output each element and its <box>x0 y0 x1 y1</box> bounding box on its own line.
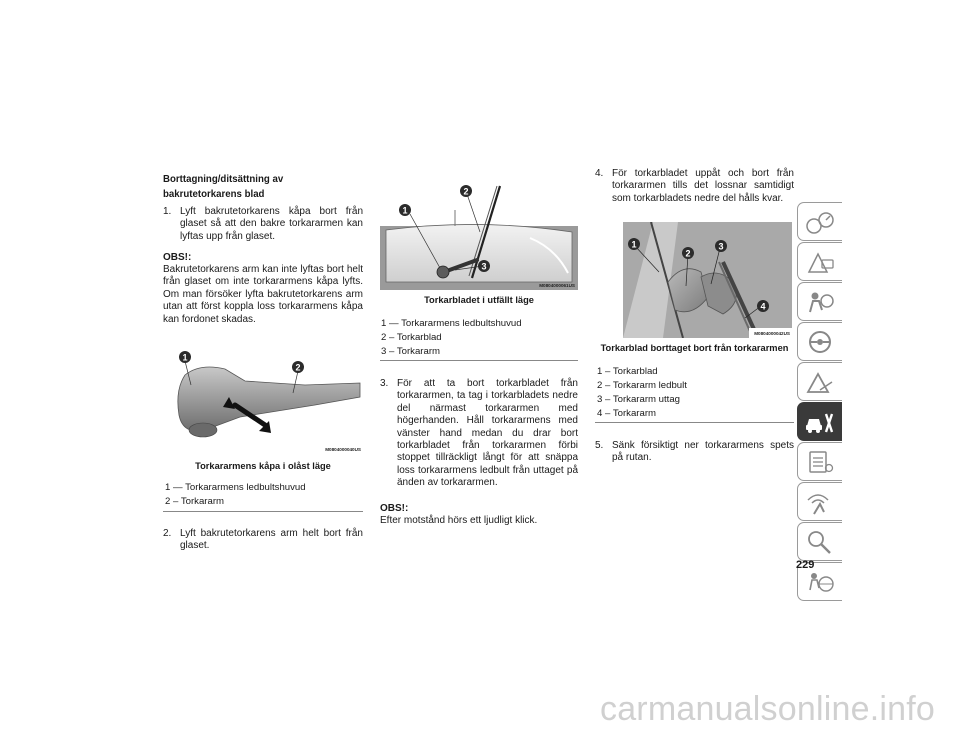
tab-driving[interactable] <box>797 322 842 361</box>
step-4-number: 4. <box>595 168 604 179</box>
step-1-number: 1. <box>163 206 172 217</box>
callout-3: 3 <box>718 241 724 252</box>
step-1-text: Lyft bakrutetorkarens kåpa bort från glaset så att den bakre torkararmen kan lyftas upp från glaset. <box>180 206 363 242</box>
multimedia-icon <box>804 488 836 516</box>
step-5-text: Sänk försiktigt ner torkararmens spets på rutan. <box>612 440 794 464</box>
tab-index[interactable] <box>797 522 842 561</box>
watermark: carmanualsonline.info <box>600 690 935 728</box>
figure-wiper-blade-removed-illustration <box>623 222 792 338</box>
legend-2-3: 3 – Torkararm <box>381 346 441 357</box>
step-4 <box>595 168 794 205</box>
note-label-1: OBS!: <box>163 252 192 263</box>
callout-2: 2 <box>685 248 691 259</box>
legend-2-2: 2 – Torkarblad <box>381 332 442 343</box>
step-2 <box>163 528 363 553</box>
step-3-number: 3. <box>380 378 389 389</box>
legend-3-1: 1 – Torkarblad <box>597 366 658 377</box>
section-heading: Borttagning/ditsättning av bakrutetorkarens blad <box>163 173 284 200</box>
step-5-number: 5. <box>595 440 604 451</box>
legend-3-4: 4 – Torkararm <box>597 408 657 419</box>
figure-wiper-blade-raised-illustration <box>380 178 578 290</box>
step-3 <box>380 378 578 490</box>
step-2-text: Lyft bakrutetorkarens arm helt bort från glaset. <box>180 528 363 552</box>
tab-warning-lights[interactable] <box>797 242 842 281</box>
step-4-text: För torkarbladet uppåt och bort från torkararmen tills det lossnar samtidigt som torkarbladets nedre del hålls kvar. <box>612 168 794 204</box>
note-text-1: Bakrutetorkarens arm kan inte lyftas bort helt från glaset om inte torkararmens kåpa lyfts. Om man försöker lyfta bakrutetorkarens arm utan att först koppla loss torkararmens kåpa kan fordonet skadas. <box>163 264 363 325</box>
legend-divider-3 <box>595 422 794 423</box>
figure-caption-1: Torkararmens kåpa i olåst läge <box>195 461 331 471</box>
callout-3: 3 <box>481 261 487 272</box>
legend-1-1: 1 — Torkararmens ledbultshuvud <box>165 482 306 493</box>
figure-caption-2: Torkarbladet i utfällt läge <box>424 295 534 305</box>
callout-2: 2 <box>295 362 301 373</box>
legend-divider-1 <box>163 511 363 512</box>
language-index-icon <box>804 568 836 596</box>
figure-code: M0804000061US <box>539 283 575 288</box>
legend-3-2: 2 – Torkararm ledbult <box>597 380 687 391</box>
note-text-2: Efter motstånd hörs ett ljudligt klick. <box>380 515 538 526</box>
tab-emergency[interactable] <box>797 362 842 401</box>
figure-wiper-arm-cover-illustration <box>165 345 363 455</box>
step-5 <box>595 440 794 465</box>
legend-divider-2 <box>380 360 578 361</box>
figure-caption-3: Torkarblad borttaget bort från torkararmen <box>600 343 789 353</box>
callout-1: 1 <box>631 239 637 250</box>
dashboard-gauges-icon <box>804 208 836 236</box>
tab-servicing[interactable] <box>797 402 842 441</box>
figure-wiper-blade-removed <box>623 222 792 338</box>
legend-1-2: 2 – Torkararm <box>165 496 225 507</box>
safety-airbag-icon <box>804 288 836 316</box>
note-label-2: OBS!: <box>380 503 409 514</box>
warning-lights-icon <box>804 248 836 276</box>
figure-code: M0804000040US <box>325 447 361 452</box>
emergency-triangle-icon <box>804 368 836 396</box>
figure-code: M0804000042US <box>754 331 790 336</box>
car-service-tools-icon <box>804 408 836 436</box>
figure-wiper-blade-raised <box>380 178 578 290</box>
page-number: 229 <box>796 559 815 571</box>
tab-specifications[interactable] <box>797 442 842 481</box>
tab-dashboard[interactable] <box>797 202 842 241</box>
tab-safety[interactable] <box>797 282 842 321</box>
callout-4: 4 <box>760 301 766 312</box>
step-3-text: För att ta bort torkarbladet från torkararmen, ta tag i torkarbladets nedre del närmast torkararmen med högerhanden. Håll torkararmens med vänster hand medan du drar bort torkarbladet från torkararmen förbi stoppet tillräckligt långt för att snäppa loss torkararmens ledbult från uttaget på änden av torkararmen. <box>397 378 578 489</box>
legend-2-1: 1 — Torkararmens ledbultshuvud <box>381 318 522 329</box>
specifications-list-icon <box>804 448 836 476</box>
magnifier-icon <box>804 528 836 556</box>
callout-1: 1 <box>182 352 188 363</box>
tab-multimedia[interactable] <box>797 482 842 521</box>
figure-wiper-arm-cover <box>165 345 363 455</box>
legend-3-3: 3 – Torkararm uttag <box>597 394 681 405</box>
step-1 <box>163 206 363 243</box>
callout-1: 1 <box>402 205 408 216</box>
callout-2: 2 <box>463 186 469 197</box>
step-2-number: 2. <box>163 528 172 539</box>
steering-wheel-icon <box>804 328 836 356</box>
